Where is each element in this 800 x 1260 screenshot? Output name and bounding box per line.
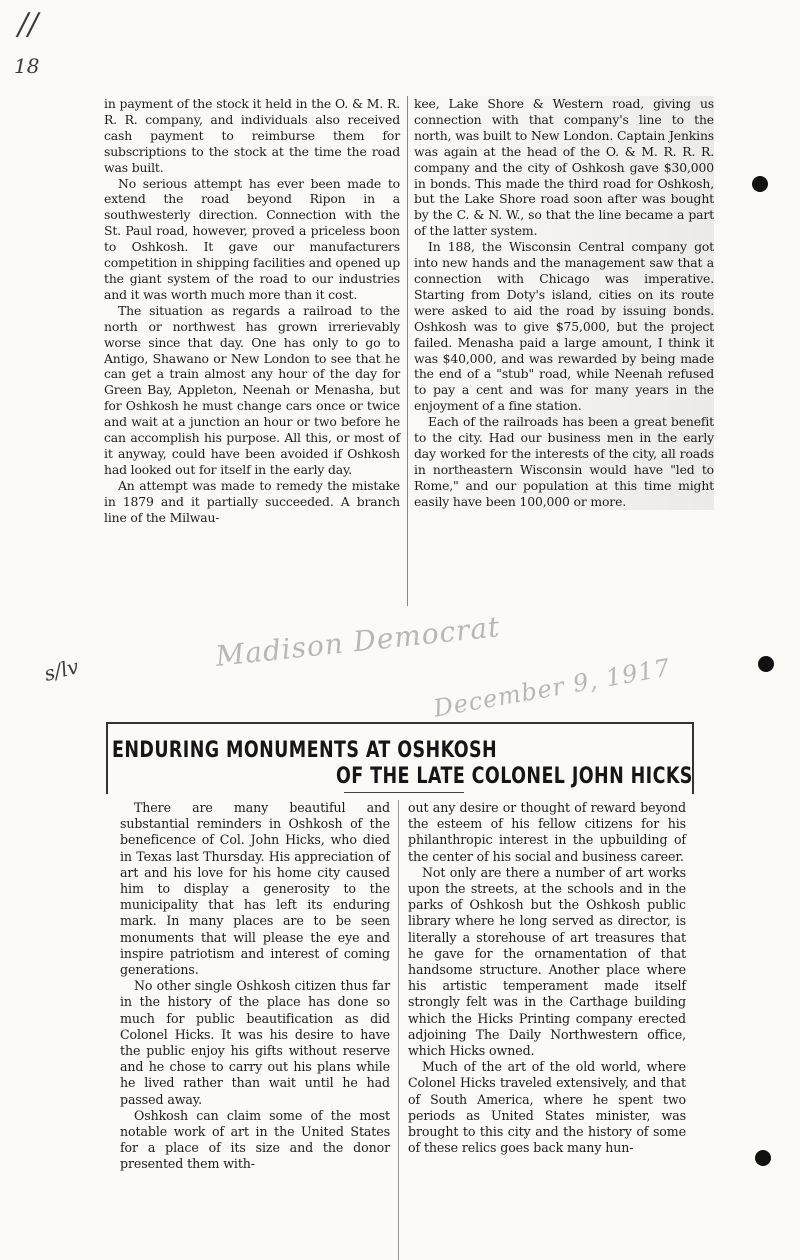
headline-box — [106, 722, 694, 794]
clipping-column-right — [414, 96, 714, 510]
handwritten-mark-top: // — [18, 7, 39, 42]
paragraph: in payment of the stock it held in the O. & M. R. R. R. company, and individuals also received cash payment to reimburse them for subscriptions to the stock at the time the road was built. — [104, 96, 400, 175]
handwritten-source-note: Madison Democrat — [214, 610, 502, 673]
clipping-column-left — [104, 96, 400, 525]
paragraph: No serious attempt has ever been made to extend the road beyond Ripon in a southwesterly direction. Connection with the St. Paul road, however, proved a priceless boon to Oshkosh. It gave our manufacturers competition in shipping facilities and opened up the giant system of the road to our industries and it was worth much more than it cost. — [104, 175, 400, 302]
newspaper-clipping-railroads — [104, 96, 714, 606]
article-column-right — [408, 800, 686, 1156]
handwritten-date-note: December 9, 1917 — [431, 653, 673, 723]
headline-line-2: OF THE LATE COLONEL JOHN HICKS — [336, 764, 693, 789]
column-divider — [407, 96, 408, 606]
column-divider — [398, 800, 399, 1260]
headline-rule — [344, 792, 464, 793]
handwritten-page-number: 18 — [14, 54, 40, 78]
newspaper-article-hicks — [106, 722, 696, 1260]
binder-hole-icon — [755, 1150, 771, 1166]
paragraph: There are many beautiful and substantial reminders in Oshkosh of the beneficence of Col. John Hicks, who died in Texas last Thursday. His appreciation of art and his love for his home city caused him to display a generosity to the municipality that has left its enduring mark. In many places are to be seen monuments that will please the eye and inspire patriotism and interest of coming generations. — [120, 800, 390, 978]
binder-hole-icon — [758, 656, 774, 672]
paragraph: Oshkosh can claim some of the most notable work of art in the United States for a place of its size and the donor presented them with- — [120, 1107, 390, 1172]
binder-hole-icon — [752, 176, 768, 192]
paragraph: out any desire or thought of reward beyond the esteem of his fellow citizens for his philanthropic interest in the upbuilding of the center of his social and business career. — [408, 800, 686, 864]
paragraph: In 188, the Wisconsin Central company got into new hands and the management saw that a connection with Chicago was imperative. Starting from Doty's island, cities on its route were asked to aid the road by issuing bonds. Oshkosh was to give $75,000, but the project failed. Menasha paid a large amount, I think it was $40,000, and was rewarded by being made the end of a "stub" road, while Neenah refused to pay a cent and was for many years in the enjoyment of a fine station. — [414, 239, 714, 414]
paragraph: Not only are there a number of art works upon the streets, at the schools and in the parks of Oshkosh but the Oshkosh public library where he long served as director, is literally a storehouse of art treasures that he gave for the ornamentation of that handsome structure. Another place where his artistic temperament made itself strongly felt was in the Carthage building which the Hicks Printing company erected adjoining The Daily Northwestern office, which Hicks owned. — [408, 864, 686, 1059]
paragraph: The situation as regards a railroad to the north or northwest has grown irrerievably worse since that day. One has only to go to Antigo, Shawano or New London to see that he can get a train almost any hour of the day for Green Bay, Appleton, Neenah or Menasha, but for Oshkosh he must change cars once or twice and wait at a junction an hour or two before he can accomplish his purpose. All this, or most of it anyway, could have been avoided if Oshkosh had looked out for itself in the early day. — [104, 302, 400, 477]
paragraph: No other single Oshkosh citizen thus far in the history of the place has done so much for public beautification as did Colonel Hicks. It was his desire to have the public enjoy his gifts without reserve and he chose to carry out his plans while he lived rather than wait until he had passed away. — [120, 978, 390, 1107]
paragraph: Each of the railroads has been a great benefit to the city. Had our business men in the early day worked for the interests of the city, all roads in northeastern Wisconsin would have "led to Rome," and our population at this time might easily have been 100,000 or more. — [414, 414, 714, 509]
paragraph: Much of the art of the old world, where Colonel Hicks traveled extensively, and that of South America, where he spent two periods as United States minister, was brought to this city and the history of some of these relics goes back many hun- — [408, 1059, 686, 1156]
paragraph: An attempt was made to remedy the mistake in 1879 and it partially succeeded. A branch line of the Milwau- — [104, 477, 400, 525]
article-column-left — [120, 800, 390, 1173]
headline-line-1: ENDURING MONUMENTS AT OSHKOSH — [112, 738, 498, 763]
paragraph: kee, Lake Shore & Western road, giving us connection with that company's line to the north, was built to New London. Captain Jenkins was again at the head of the O. & M. R. R. R. company and the city of Oshkosh gave $30,000 in bonds. This made the third road for Oshkosh, but the Lake Shore road soon after was bought by the C. & N. W., so that the line became a part of the latter system. — [414, 96, 714, 239]
handwritten-margin-note: s/lv — [41, 654, 82, 686]
